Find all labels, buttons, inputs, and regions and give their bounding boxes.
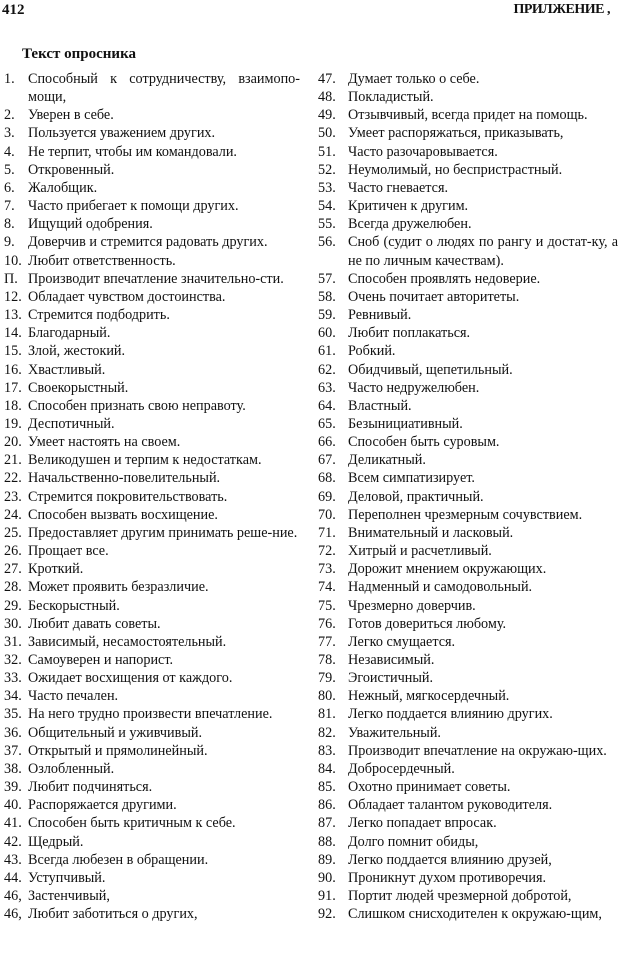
item-text: Долго помнит обиды,	[348, 833, 479, 850]
item-text: Хвастливый.	[28, 361, 106, 378]
item-number: 24.	[4, 506, 22, 523]
item-text: Обладает талантом руководителя.	[348, 797, 553, 814]
questionnaire-item	[4, 506, 300, 524]
item-text: Откровенный.	[28, 161, 115, 178]
questionnaire-item	[318, 687, 618, 705]
item-text: Зависимый, несамостоятельный.	[28, 633, 227, 650]
questionnaire-item	[318, 379, 618, 397]
item-number: 38.	[4, 760, 22, 777]
item-number: 34.	[4, 688, 22, 705]
questionnaire-item	[318, 433, 618, 451]
item-number: 76.	[318, 615, 336, 632]
questionnaire-item	[318, 488, 618, 506]
questionnaire-item	[318, 506, 618, 524]
item-text: Пользуется уважением других.	[28, 125, 216, 142]
item-text: Деловой, практичный.	[348, 488, 484, 505]
item-text: Доверчив и стремится радовать других.	[28, 234, 268, 251]
questionnaire-item	[4, 306, 300, 324]
item-text: Способный к сотрудничеству, взаимопо-мощи,	[28, 71, 300, 106]
item-number: 40.	[4, 797, 22, 814]
questionnaire-item	[4, 760, 300, 778]
questionnaire-item	[4, 361, 300, 379]
item-number: 58.	[318, 288, 336, 305]
item-text: Уважительный.	[348, 724, 441, 741]
questionnaire-item	[4, 633, 300, 651]
item-number: 63.	[318, 379, 336, 396]
questionnaire-item	[4, 687, 300, 705]
questionnaire-item	[318, 869, 618, 887]
item-number: 62.	[318, 361, 336, 378]
item-text: Злой, жестокий.	[28, 343, 126, 360]
item-number: 41.	[4, 815, 22, 832]
item-text: Производит впечатление на окружаю-щих.	[348, 742, 607, 759]
item-number: 91.	[318, 888, 336, 905]
item-number: 44.	[4, 869, 22, 886]
item-text: Прощает все.	[28, 543, 109, 560]
item-text: Ревнивый.	[348, 307, 412, 324]
item-text: Робкий.	[348, 343, 396, 360]
item-number: 79.	[318, 670, 336, 687]
questionnaire-item	[4, 124, 300, 142]
item-number: 85.	[318, 779, 336, 796]
questionnaire-item	[318, 451, 618, 469]
item-number: 5.	[4, 161, 15, 178]
item-number: 60.	[318, 325, 336, 342]
item-number: 64.	[318, 397, 336, 414]
running-header: ПРИЛЖЕНИЕ ,	[513, 2, 610, 17]
item-number: 27.	[4, 561, 22, 578]
item-number: 88.	[318, 833, 336, 850]
item-text: Часто недружелюбен.	[348, 379, 480, 396]
item-number: 69.	[318, 488, 336, 505]
item-text: Любит поплакаться.	[348, 325, 471, 342]
item-number: 30.	[4, 615, 22, 632]
item-number: 82.	[318, 724, 336, 741]
item-number: 10.	[4, 252, 22, 269]
item-number: 53.	[318, 179, 336, 196]
item-text: Хитрый и расчетливый.	[348, 543, 492, 560]
questionnaire-item	[4, 379, 300, 397]
item-number: 43.	[4, 851, 22, 868]
questionnaire-item	[4, 742, 300, 760]
questionnaire-item	[4, 615, 300, 633]
item-text: Может проявить безразличие.	[28, 579, 209, 596]
item-text: Самоуверен и напорист.	[28, 652, 174, 668]
item-text: Часто гневается.	[348, 179, 449, 196]
questionnaire-item	[318, 597, 618, 615]
item-number: 80.	[318, 688, 336, 705]
item-text: Легко смущается.	[348, 633, 456, 650]
item-number: 37.	[4, 742, 22, 759]
item-number: 67.	[318, 452, 336, 469]
questionnaire-item	[4, 179, 300, 197]
questionnaire-item	[318, 306, 618, 324]
item-text: Деспотичный.	[28, 415, 115, 432]
questionnaire-item	[4, 542, 300, 560]
questionnaire-item	[4, 342, 300, 360]
questionnaire-item	[4, 560, 300, 578]
questionnaire-item	[318, 814, 618, 832]
questionnaire-item	[4, 70, 300, 106]
item-text: Способен вызвать восхищение.	[28, 506, 218, 523]
item-text: Открытый и прямолинейный.	[28, 742, 208, 759]
item-number: 90.	[318, 869, 336, 886]
questionnaire-item	[318, 851, 618, 869]
questionnaire-item	[4, 814, 300, 832]
item-text: Независимый.	[348, 652, 435, 668]
item-text: Застенчивый,	[28, 888, 110, 905]
item-text: Слишком снисходителен к окружаю-щим,	[348, 906, 602, 923]
questionnaire-item	[318, 542, 618, 560]
item-number: 52.	[318, 161, 336, 178]
questionnaire-item	[318, 124, 618, 142]
item-text: Покладистый.	[348, 89, 434, 106]
item-text: Ожидает восхищения от каждого.	[28, 670, 233, 687]
questionnaire-item	[318, 397, 618, 415]
item-text: Надменный и самодовольный.	[348, 579, 533, 596]
item-number: 17.	[4, 379, 22, 396]
item-text: Дорожит мнением окружающих.	[348, 561, 547, 578]
item-number: 81.	[318, 706, 336, 723]
item-text: Ищущий одобрения.	[28, 216, 153, 233]
questionnaire-item	[4, 415, 300, 433]
item-number: 73.	[318, 561, 336, 578]
questionnaire-item	[4, 724, 300, 742]
item-number: 42.	[4, 833, 22, 850]
item-number: 2.	[4, 107, 15, 124]
item-number: 16.	[4, 361, 22, 378]
item-text: Любит заботиться о других,	[28, 906, 198, 923]
item-number: 18.	[4, 397, 22, 414]
item-text: Производит впечатление значительно-сти.	[28, 270, 284, 287]
item-text: Отзывчивый, всегда придет на помощь.	[348, 107, 588, 124]
questionnaire-item	[4, 488, 300, 506]
questionnaire-item	[318, 106, 618, 124]
item-text: Уверен в себе.	[28, 107, 114, 124]
item-text: Не терпит, чтобы им командовали.	[28, 143, 237, 160]
item-text: Нежный, мягкосердечный.	[348, 688, 510, 705]
item-number: 84.	[318, 760, 336, 777]
item-number: 86.	[318, 797, 336, 814]
item-number: 8.	[4, 216, 15, 233]
item-text: Великодушен и терпим к недостаткам.	[28, 452, 262, 469]
item-number: 54.	[318, 198, 336, 215]
questionnaire-item	[4, 778, 300, 796]
questionnaire-item	[318, 705, 618, 723]
questionnaire-item	[318, 342, 618, 360]
questionnaire-item	[4, 796, 300, 814]
questionnaire-item	[318, 905, 618, 923]
item-text: Умеет распоряжаться, приказывать,	[348, 125, 564, 142]
questionnaire-item	[4, 161, 300, 179]
questionnaire-item	[4, 451, 300, 469]
item-number: 29.	[4, 597, 22, 614]
questionnaire-item	[4, 433, 300, 451]
section-title: Текст опросника	[22, 46, 136, 62]
item-text: Способен проявлять недоверие.	[348, 270, 541, 287]
questionnaire-item	[318, 633, 618, 651]
item-number: 3.	[4, 125, 15, 142]
item-number: 46,	[4, 906, 22, 923]
questionnaire-item	[4, 851, 300, 869]
item-text: Любит ответственность.	[28, 252, 176, 269]
item-text: Готов довериться любому.	[348, 615, 507, 632]
item-text: Всем симпатизирует.	[348, 470, 475, 487]
item-number: 75.	[318, 597, 336, 614]
item-number: 92.	[318, 906, 336, 923]
item-text: Умеет настоять на своем.	[28, 434, 181, 451]
questionnaire-item	[318, 179, 618, 197]
item-text: Добросердечный.	[348, 760, 455, 777]
item-number: 36.	[4, 724, 22, 741]
item-number: 9.	[4, 234, 15, 251]
item-text: Способен быть критичным к себе.	[28, 815, 236, 832]
questionnaire-item	[318, 88, 618, 106]
questionnaire-item	[318, 161, 618, 179]
questionnaire-item	[4, 905, 300, 923]
item-number: 13.	[4, 307, 22, 324]
item-text: Часто печален.	[28, 688, 119, 705]
item-number: 7.	[4, 198, 15, 215]
questionnaire-item	[4, 705, 300, 723]
item-number: 78.	[318, 652, 336, 668]
item-number: 61.	[318, 343, 336, 360]
questionnaire-item	[4, 270, 300, 288]
item-number: 66.	[318, 434, 336, 451]
item-text: Распоряжается другими.	[28, 797, 177, 814]
questionnaire-item	[4, 469, 300, 487]
questionnaire-item	[4, 669, 300, 687]
item-text: Сноб (судит о людях по рангу и достат-ку, а не по личным качествам).	[348, 234, 618, 269]
questionnaire-item	[318, 469, 618, 487]
questionnaire-item	[318, 233, 618, 269]
item-number: 15.	[4, 343, 22, 360]
item-number: 74.	[318, 579, 336, 596]
item-text: Думает только о себе.	[348, 71, 480, 87]
item-text: Стремится покровительствовать.	[28, 488, 228, 505]
item-text: Стремится подбодрить.	[28, 307, 170, 324]
questionnaire-item	[318, 324, 618, 342]
questionnaire-item	[318, 651, 618, 669]
item-number: 28.	[4, 579, 22, 596]
item-number: 21.	[4, 452, 22, 469]
questionnaire-item	[318, 70, 618, 88]
item-number: 1.	[4, 71, 15, 87]
item-text: Общительный и уживчивый.	[28, 724, 202, 741]
item-number: 48.	[318, 89, 336, 106]
questionnaire-item	[318, 833, 618, 851]
item-number: 87.	[318, 815, 336, 832]
questionnaire-item	[4, 143, 300, 161]
questionnaire-item	[318, 724, 618, 742]
item-text: Своекорыстный.	[28, 379, 129, 396]
item-number: 89.	[318, 851, 336, 868]
questionnaire-item	[318, 197, 618, 215]
item-number: 72.	[318, 543, 336, 560]
item-text: Всегда любезен в обращении.	[28, 851, 209, 868]
questionnaire-item	[4, 397, 300, 415]
item-number: 47.	[318, 71, 336, 87]
item-text: Способен признать свою неправоту.	[28, 397, 246, 414]
item-number: 56.	[318, 234, 336, 251]
item-number: 32.	[4, 652, 22, 668]
questionnaire-item	[4, 597, 300, 615]
questionnaire-column-left	[4, 70, 300, 923]
item-number: 46,	[4, 888, 22, 905]
item-text: Озлобленный.	[28, 760, 115, 777]
item-text: Уступчивый.	[28, 869, 106, 886]
questionnaire-item	[318, 560, 618, 578]
questionnaire-item	[318, 578, 618, 596]
item-text: Легко попадает впросак.	[348, 815, 497, 832]
questionnaire-item	[4, 233, 300, 251]
item-text: Бескорыстный.	[28, 597, 120, 614]
item-number: 39.	[4, 779, 22, 796]
item-text: Часто разочаровывается.	[348, 143, 498, 160]
item-number: 49.	[318, 107, 336, 124]
item-text: Кроткий.	[28, 561, 84, 578]
item-number: П.	[4, 270, 18, 287]
questionnaire-column-right	[318, 70, 618, 923]
item-number: 20.	[4, 434, 22, 451]
item-text: Жалобщик.	[28, 179, 98, 196]
item-text: Щедрый.	[28, 833, 84, 850]
questionnaire-item	[4, 288, 300, 306]
questionnaire-item	[318, 215, 618, 233]
item-number: 14.	[4, 325, 22, 342]
questionnaire-item	[4, 651, 300, 669]
item-text: На него трудно произвести впечатление.	[28, 706, 273, 723]
item-number: 70.	[318, 506, 336, 523]
item-text: Властный.	[348, 397, 412, 414]
questionnaire-item	[318, 288, 618, 306]
questionnaire-item	[318, 796, 618, 814]
item-number: 23.	[4, 488, 22, 505]
item-text: Неумолимый, но беспристрастный.	[348, 161, 563, 178]
questionnaire-item	[318, 778, 618, 796]
item-text: Обидчивый, щепетильный.	[348, 361, 513, 378]
item-text: Портит людей чрезмерной добротой,	[348, 888, 572, 905]
item-text: Легко поддается влиянию друзей,	[348, 851, 552, 868]
item-number: 22.	[4, 470, 22, 487]
item-number: 57.	[318, 270, 336, 287]
item-number: 68.	[318, 470, 336, 487]
item-text: Проникнут духом противоречия.	[348, 869, 547, 886]
item-text: Охотно принимает советы.	[348, 779, 511, 796]
item-text: Всегда дружелюбен.	[348, 216, 472, 233]
item-number: 77.	[318, 633, 336, 650]
item-number: 6.	[4, 179, 15, 196]
item-number: 35.	[4, 706, 22, 723]
item-text: Деликатный.	[348, 452, 426, 469]
questionnaire-item	[318, 615, 618, 633]
questionnaire-item	[318, 143, 618, 161]
item-text: Легко поддается влиянию других.	[348, 706, 553, 723]
questionnaire-item	[4, 215, 300, 233]
questionnaire-item	[4, 887, 300, 905]
questionnaire-item	[318, 669, 618, 687]
item-text: Критичен к другим.	[348, 198, 469, 215]
questionnaire-item	[4, 578, 300, 596]
item-text: Любит подчиняться.	[28, 779, 153, 796]
item-number: 26.	[4, 543, 22, 560]
item-number: 71.	[318, 524, 336, 541]
item-number: 55.	[318, 216, 336, 233]
item-text: Часто прибегает к помощи других.	[28, 198, 239, 215]
questionnaire-item	[318, 887, 618, 905]
item-text: Обладает чувством достоинства.	[28, 288, 226, 305]
item-text: Очень почитает авторитеты.	[348, 288, 520, 305]
item-number: 51.	[318, 143, 336, 160]
questionnaire-item	[318, 524, 618, 542]
item-number: 59.	[318, 307, 336, 324]
item-text: Любит давать советы.	[28, 615, 161, 632]
item-text: Предоставляет другим принимать реше-ние.	[28, 524, 298, 541]
questionnaire-item	[4, 197, 300, 215]
item-text: Безынициативный.	[348, 415, 463, 432]
item-text: Внимательный и ласковый.	[348, 524, 514, 541]
item-number: 33.	[4, 670, 22, 687]
item-number: 83.	[318, 742, 336, 759]
questionnaire-item	[318, 742, 618, 760]
item-number: 12.	[4, 288, 22, 305]
item-number: 19.	[4, 415, 22, 432]
questionnaire-item	[4, 106, 300, 124]
questionnaire-item	[318, 270, 618, 288]
item-text: Способен быть суровым.	[348, 434, 500, 451]
questionnaire-item	[318, 415, 618, 433]
questionnaire-item	[4, 324, 300, 342]
item-number: 50.	[318, 125, 336, 142]
item-text: Начальственно-повелительный.	[28, 470, 221, 487]
item-text: Чрезмерно доверчив.	[348, 597, 476, 614]
item-number: 25.	[4, 524, 22, 541]
page-number: 412	[2, 2, 25, 18]
questionnaire-item	[4, 869, 300, 887]
questionnaire-item	[318, 760, 618, 778]
item-text: Эгоистичный.	[348, 670, 434, 687]
questionnaire-item	[318, 361, 618, 379]
item-text: Переполнен чрезмерным сочувствием.	[348, 506, 583, 523]
item-number: 31.	[4, 633, 22, 650]
item-number: 4.	[4, 143, 15, 160]
questionnaire-item	[4, 524, 300, 542]
item-number: 65.	[318, 415, 336, 432]
questionnaire-item	[4, 252, 300, 270]
questionnaire-item	[4, 833, 300, 851]
item-text: Благодарный.	[28, 325, 111, 342]
